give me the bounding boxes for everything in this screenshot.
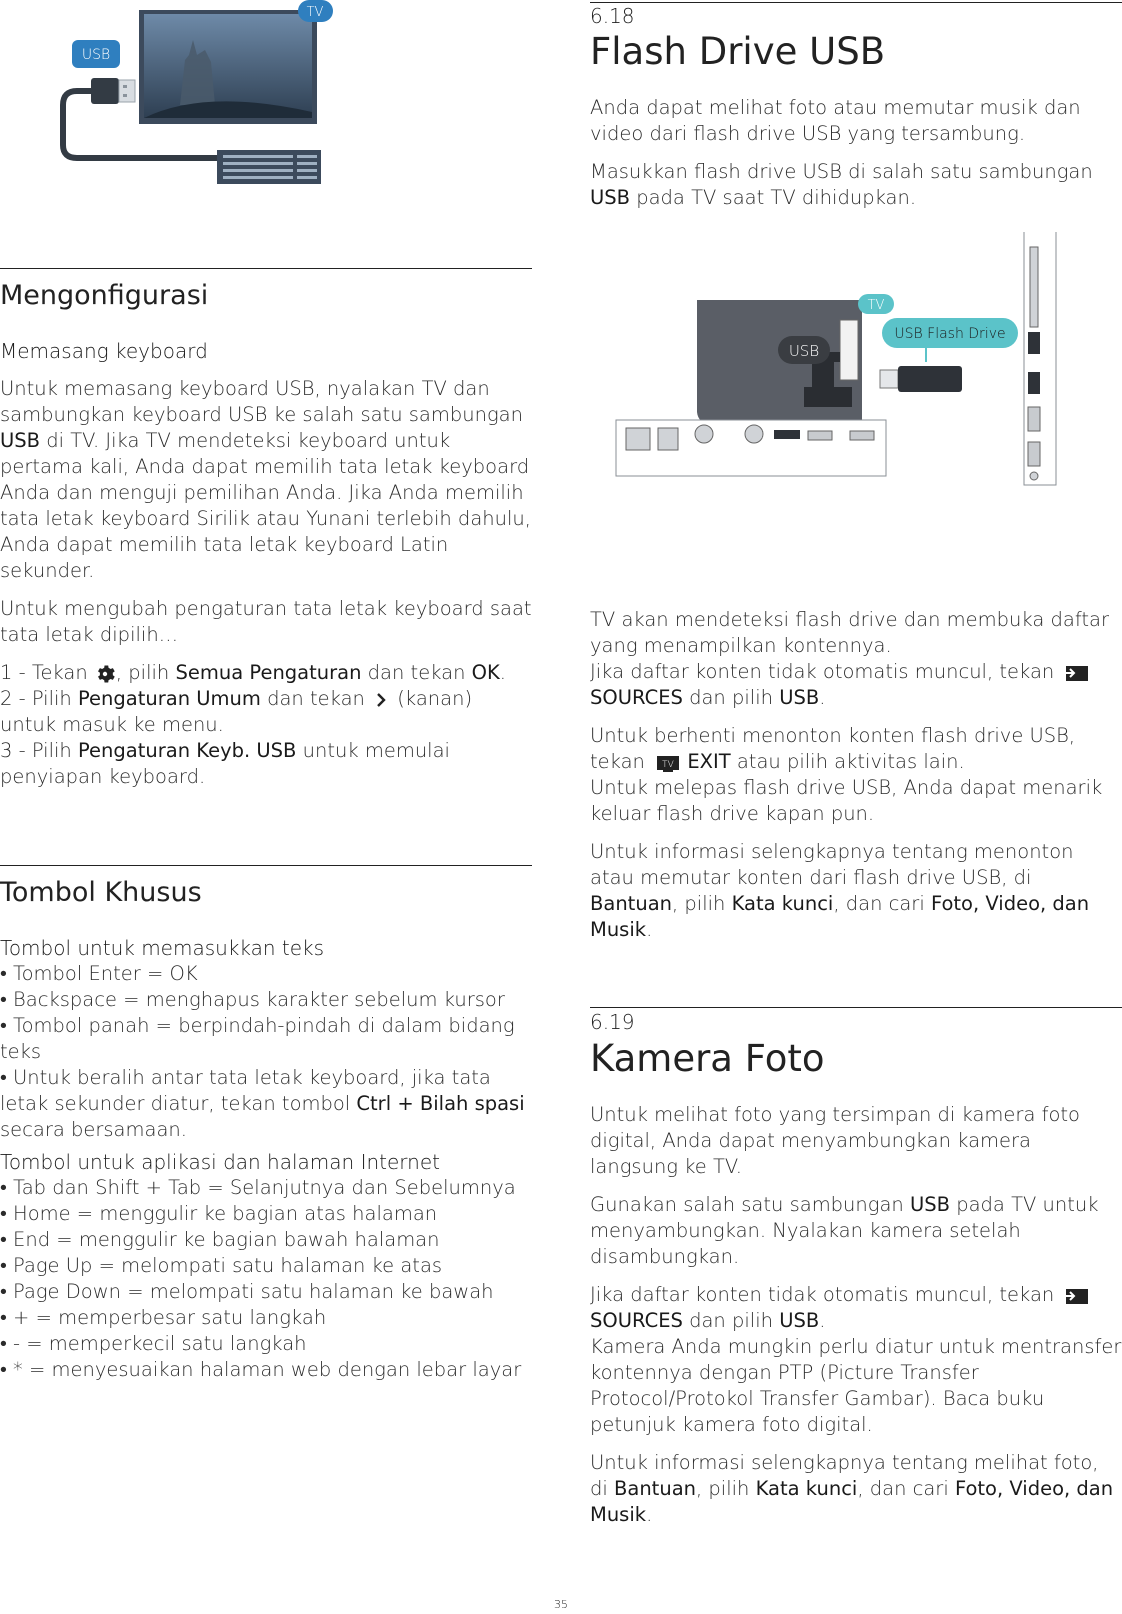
svg-text:TV: TV [662,759,674,770]
section-divider [0,865,532,866]
chevron-right-icon [371,690,391,710]
section-divider [590,2,1122,3]
step-2: 2 - Pilih Pengaturan Umum dan tekan (kanan) untuk masuk ke menu. [0,687,473,736]
section-divider [590,1007,1122,1008]
sources-icon [1060,663,1090,683]
flash-drive-body [590,607,1122,943]
list-item: • Page Down = melompati satu halaman ke bawah [0,1280,494,1303]
list-item: • Home = menggulir ke bagian atas halaman [0,1202,438,1225]
paragraph: Untuk berhenti menonton konten flash drive USB, tekan TV EXIT atau pilih aktivitas lain. Untuk melepas flash drive USB, Anda dapat menarik keluar flash drive kapan pun. [590,724,1103,825]
list-item: • Tombol panah = berpindah-pindah di dalam bidang teks [0,1014,515,1063]
section-number: 6.19 [590,1010,635,1034]
paragraph: Untuk melihat foto yang tersimpan di kamera foto digital, Anda dapat menyambungkan kamera langsung ke TV. [590,1103,1080,1178]
paragraph: Untuk informasi selengkapnya tentang menonton atau memutar konten dari flash drive USB, di Bantuan, pilih Kata kunci, dan cari Foto, Video, dan Musik. [590,840,1090,941]
step-1: 1 - Tekan , pilih Semua Pengaturan dan tekan OK. [0,661,506,684]
list-item: • Untuk beralih antar tata letak keyboard, jika tata letak sekunder diatur, tekan tombol Ctrl + Bilah spasi secara bersamaan. [0,1066,525,1141]
paragraph: Gunakan salah satu sambungan USB pada TV untuk menyambungkan. Nyalakan kamera setelah disambungkan. [590,1193,1099,1268]
usb-flash-drive-illustration [612,232,1062,507]
special-keys-body [0,935,532,1383]
section-title-mengonfigurasi: Mengonfigurasi [0,280,209,311]
step-3: 3 - Pilih Pengaturan Keyb. USB untuk memulai penyiapan keyboard. [0,739,450,788]
section-divider [0,268,532,269]
section-title-flash-drive: Flash Drive USB [590,30,886,73]
usb-badge-text: USB [788,342,820,360]
paragraph: Untuk mengubah pengaturan tata letak keyboard saat tata letak dipilih… [0,597,532,646]
usb-badge-text: USB [81,47,111,63]
subheading-internet-keys: Tombol untuk aplikasi dan halaman Internet [0,1150,440,1174]
gear-icon [94,663,116,685]
paragraph: Jika daftar konten tidak otomatis muncul, tekan SOURCES dan pilih USB. Kamera Anda mungkin perlu diatur untuk mentransfer kontennya dengan PTP (Picture Transfer Protocol/Protokol Transfer Gambar). Baca buku petunjuk kamera foto digital. [590,1283,1122,1436]
list-item: • End = menggulir ke bagian bawah halaman [0,1228,440,1251]
page-number: 35 [554,1598,568,1611]
paragraph: Untuk informasi selengkapnya tentang melihat foto, di Bantuan, pilih Kata kunci, dan cari Foto, Video, dan Musik. [590,1451,1114,1526]
list-item: • + = memperbesar satu langkah [0,1306,327,1329]
list-item: • Tombol Enter = OK [0,962,198,985]
subheading-memasang-keyboard: Memasang keyboard [0,339,208,363]
list-item: • Backspace = menghapus karakter sebelum kursor [0,988,505,1011]
section-number: 6.18 [590,4,635,28]
section-title-tombol-khusus: Tombol Khusus [0,877,202,908]
tv-badge-text: TV [867,298,885,313]
list-item: • - = memperkecil satu langkah [0,1332,307,1355]
tv-icon [651,753,681,773]
subheading-text-keys: Tombol untuk memasukkan teks [0,936,325,960]
tv-badge-text: TV [306,5,324,20]
usb-keyboard-illustration [55,0,335,190]
list-item: • Page Up = melompati satu halaman ke atas [0,1254,443,1277]
list-item: • Tab dan Shift + Tab = Selanjutnya dan Sebelumnya [0,1176,516,1199]
paragraph: Untuk memasang keyboard USB, nyalakan TV dan sambungkan keyboard USB ke salah satu sambungan USB di TV. Jika TV mendeteksi keyboard untuk pertama kali, Anda dapat memilih tata letak keyboard Anda dan menguji pemilihan Anda. Jika Anda memilih tata letak keyboard Sirilik atau Yunani terlebih dahulu, Anda dapat memilih tata letak keyboard Latin sekunder. [0,377,531,582]
keyboard-setup-body [0,376,532,790]
paragraph: Masukkan flash drive USB di salah satu sambungan USB pada TV saat TV dihidupkan. [590,160,1093,209]
paragraph: Anda dapat melihat foto atau memutar musik dan video dari flash drive USB yang tersambung. [590,96,1081,145]
flash-label-text: USB Flash Drive [894,326,1006,342]
sources-icon [1060,1286,1090,1306]
list-item: • * = menyesuaikan halaman web dengan lebar layar [0,1358,522,1381]
section-title-kamera-foto: Kamera Foto [590,1037,825,1080]
camera-body [590,1102,1122,1528]
flash-drive-intro [590,95,1122,211]
paragraph: TV akan mendeteksi flash drive dan membuka daftar yang menampilkan kontennya. Jika daftar konten tidak otomatis muncul, tekan SOURCES dan pilih USB. [590,608,1109,709]
